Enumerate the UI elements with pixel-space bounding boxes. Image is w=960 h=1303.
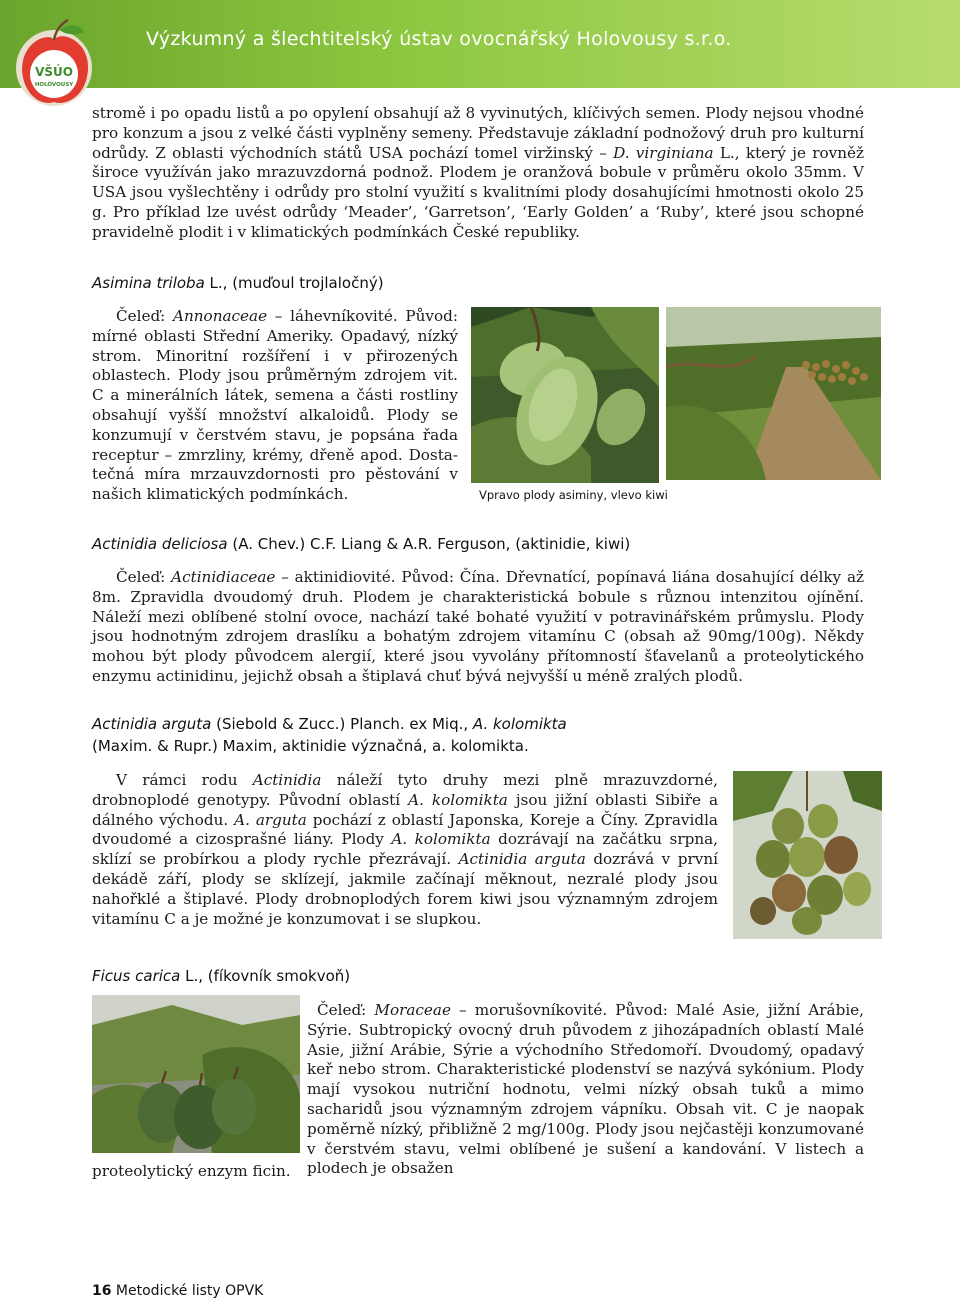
kiwi-vine-photo [666, 307, 881, 480]
intro-paragraph: stromě i po opadu listů a po opylení obsahují až 8 vyvinutých, klíčivých semen. Plody nejsou vhodné pro konzum a jsou z velké části vyplněny semeny. Představuje základní podnožový druh pro kulturní odrůdy. Z oblasti východních států USA pochází tomel viržinský – D. virginiana L., který je rovněž široce využíván jako mrazuvzdorná podnož. Plodem je oranžová bobule v průměru okolo 35mm. V USA jsou vyšlechtěny i odrůdy pro stolní využití s kvalitními plody dosahujícími hmotnosti okolo 25 g. Pro příklad lze uvést odrůdy ‘Meader’, ‘Garretson’, ‘Early Golden’ a ‘Ruby’, které jsou schopné pravidelně plodit i v klimatických podmínkách České republiky. [92, 104, 864, 241]
page-footer [92, 1283, 263, 1299]
kolomikta-fruit-photo [733, 771, 882, 939]
logo-subtext: HOLOVOUSY [34, 82, 74, 88]
arguta-heading-line1: Actinidia arguta (Siebold & Zucc.) Planch. ex Miq., A. kolomikta [92, 715, 567, 733]
arguta-paragraph: V rámci rodu Actinidia náleží tyto druhy mezi plně mrazuvzdorné, drobnoplodé genotypy. Původní oblastí A. kolomikta jsou jižní oblasti Sibiře a dálného východu. A. arguta pochází z oblastí Japonska, Koreje a Číny. Zpravidla dvoudomé a cizosprašné liány. Plody A. kolomikta dozrávají na začátku srpna, sklízí se probírkou a plody rychle přezrávají. Actinidia arguta dozrává v první dekádě září, plody se sklízejí, jakmile začínají měknout, nezralé plody jsou nahořklé a štiplavé. Plody drobnoplodých forem kiwi jsou významným zdrojem vitamínu C a je možné je konzumovat i se slupkou. [92, 771, 718, 928]
kiwi-heading: Actinidia deliciosa (A. Chev.) C.F. Liang & A.R. Ferguson, (aktinidie, kiwi) [92, 535, 631, 553]
footer-label: Metodické listy OPVK [111, 1283, 264, 1299]
photo-caption: Vpravo plody asiminy, vlevo kiwi [479, 488, 668, 502]
institute-logo [12, 18, 96, 108]
arguta-heading-line2: (Maxim. & Rupr.) Maxim, aktinidie význačná, a. kolomikta. [92, 737, 529, 755]
ficus-paragraph-end: proteolytický enzym ficin. [92, 1162, 291, 1180]
header-title: Výzkumný a šlechtitelský ústav ovocnářský Holovousy s.r.o. [146, 28, 732, 50]
asimina-paragraph: Čeleď: Annonaceae – láhevníkovité. Původ: mírné oblasti Střední Ameriky. Opadavý, nízký strom. Minoritní rozšíření i v přirozených oblastech. Plody jsou průměrným zdrojem vit. C a minerálních látek, semena a části rostliny obsahují vyšší množství alkaloidů. Plody se konzumují v čerstvém stavu, je popsána řada receptur – zmrzliny, krémy, dřeně apod. Dosta- tečná míra mrzauvzdornosti pro pěstování v našich klimatických podmínkách. [92, 307, 459, 504]
ficus-heading: Ficus carica L., (fíkovník smokvoň) [92, 967, 351, 985]
fig-photo [92, 995, 300, 1153]
kiwi-paragraph: Čeleď: Actinidiaceae – aktinidiovité. Původ: Čína. Dřevnatící, popínavá liána dosahující délky až 8m. Zpravidla dvoudomý druh. Plodem je charakteristická bobule s různou intenzitou ojínění. Náleží mezi oblíbené stolní ovoce, nachází také bohaté využití v potravinářském průmyslu. Plody jsou hodnotným zdrojem draslíku a bohatým zdrojem vitamínu C (obsah až 90mg/100g). Někdy mohou být plody původcem alergií, které jsou vyvolány přítomností šťavelanů a proteolytického enzymu actinidinu, jejichž obsah a štiplavá chuť bývá nejvyšší u méně zralých plodů. [92, 568, 864, 685]
page-number: 16 [92, 1283, 112, 1299]
pawpaw-fruit-photo [471, 307, 659, 483]
ficus-paragraph: Čeleď: Moraceae – morušovníkovité. Původ: Malé Asie, jižní Arábie, Sýrie. Subtropický ovocný druh původem z jihozápadních oblastí Malé Asie, jižní Arábie, Sýrie a východního Středomoří. Dvoudomý, opadavý keř nebo strom. Charakteristické plodenství se nazývá sykónium. Plody mají vysokou nutriční hodnotu, velmi nízký obsah tuků a mimo sacharidů jsou významným zdrojem vápníku. Obsah vit. C je naopak poměrně nízký, přibližně 2 mg/100g. Plody jsou nejčastěji konzumované v čerstvém stavu, velmi oblíbené je sušení a kandování. V listech a plodech je obsažen [307, 1001, 865, 1178]
logo-text: VŠÚO [35, 65, 73, 79]
asimina-heading: Asimina triloba L., (muďoul trojlaločný) [92, 274, 384, 292]
